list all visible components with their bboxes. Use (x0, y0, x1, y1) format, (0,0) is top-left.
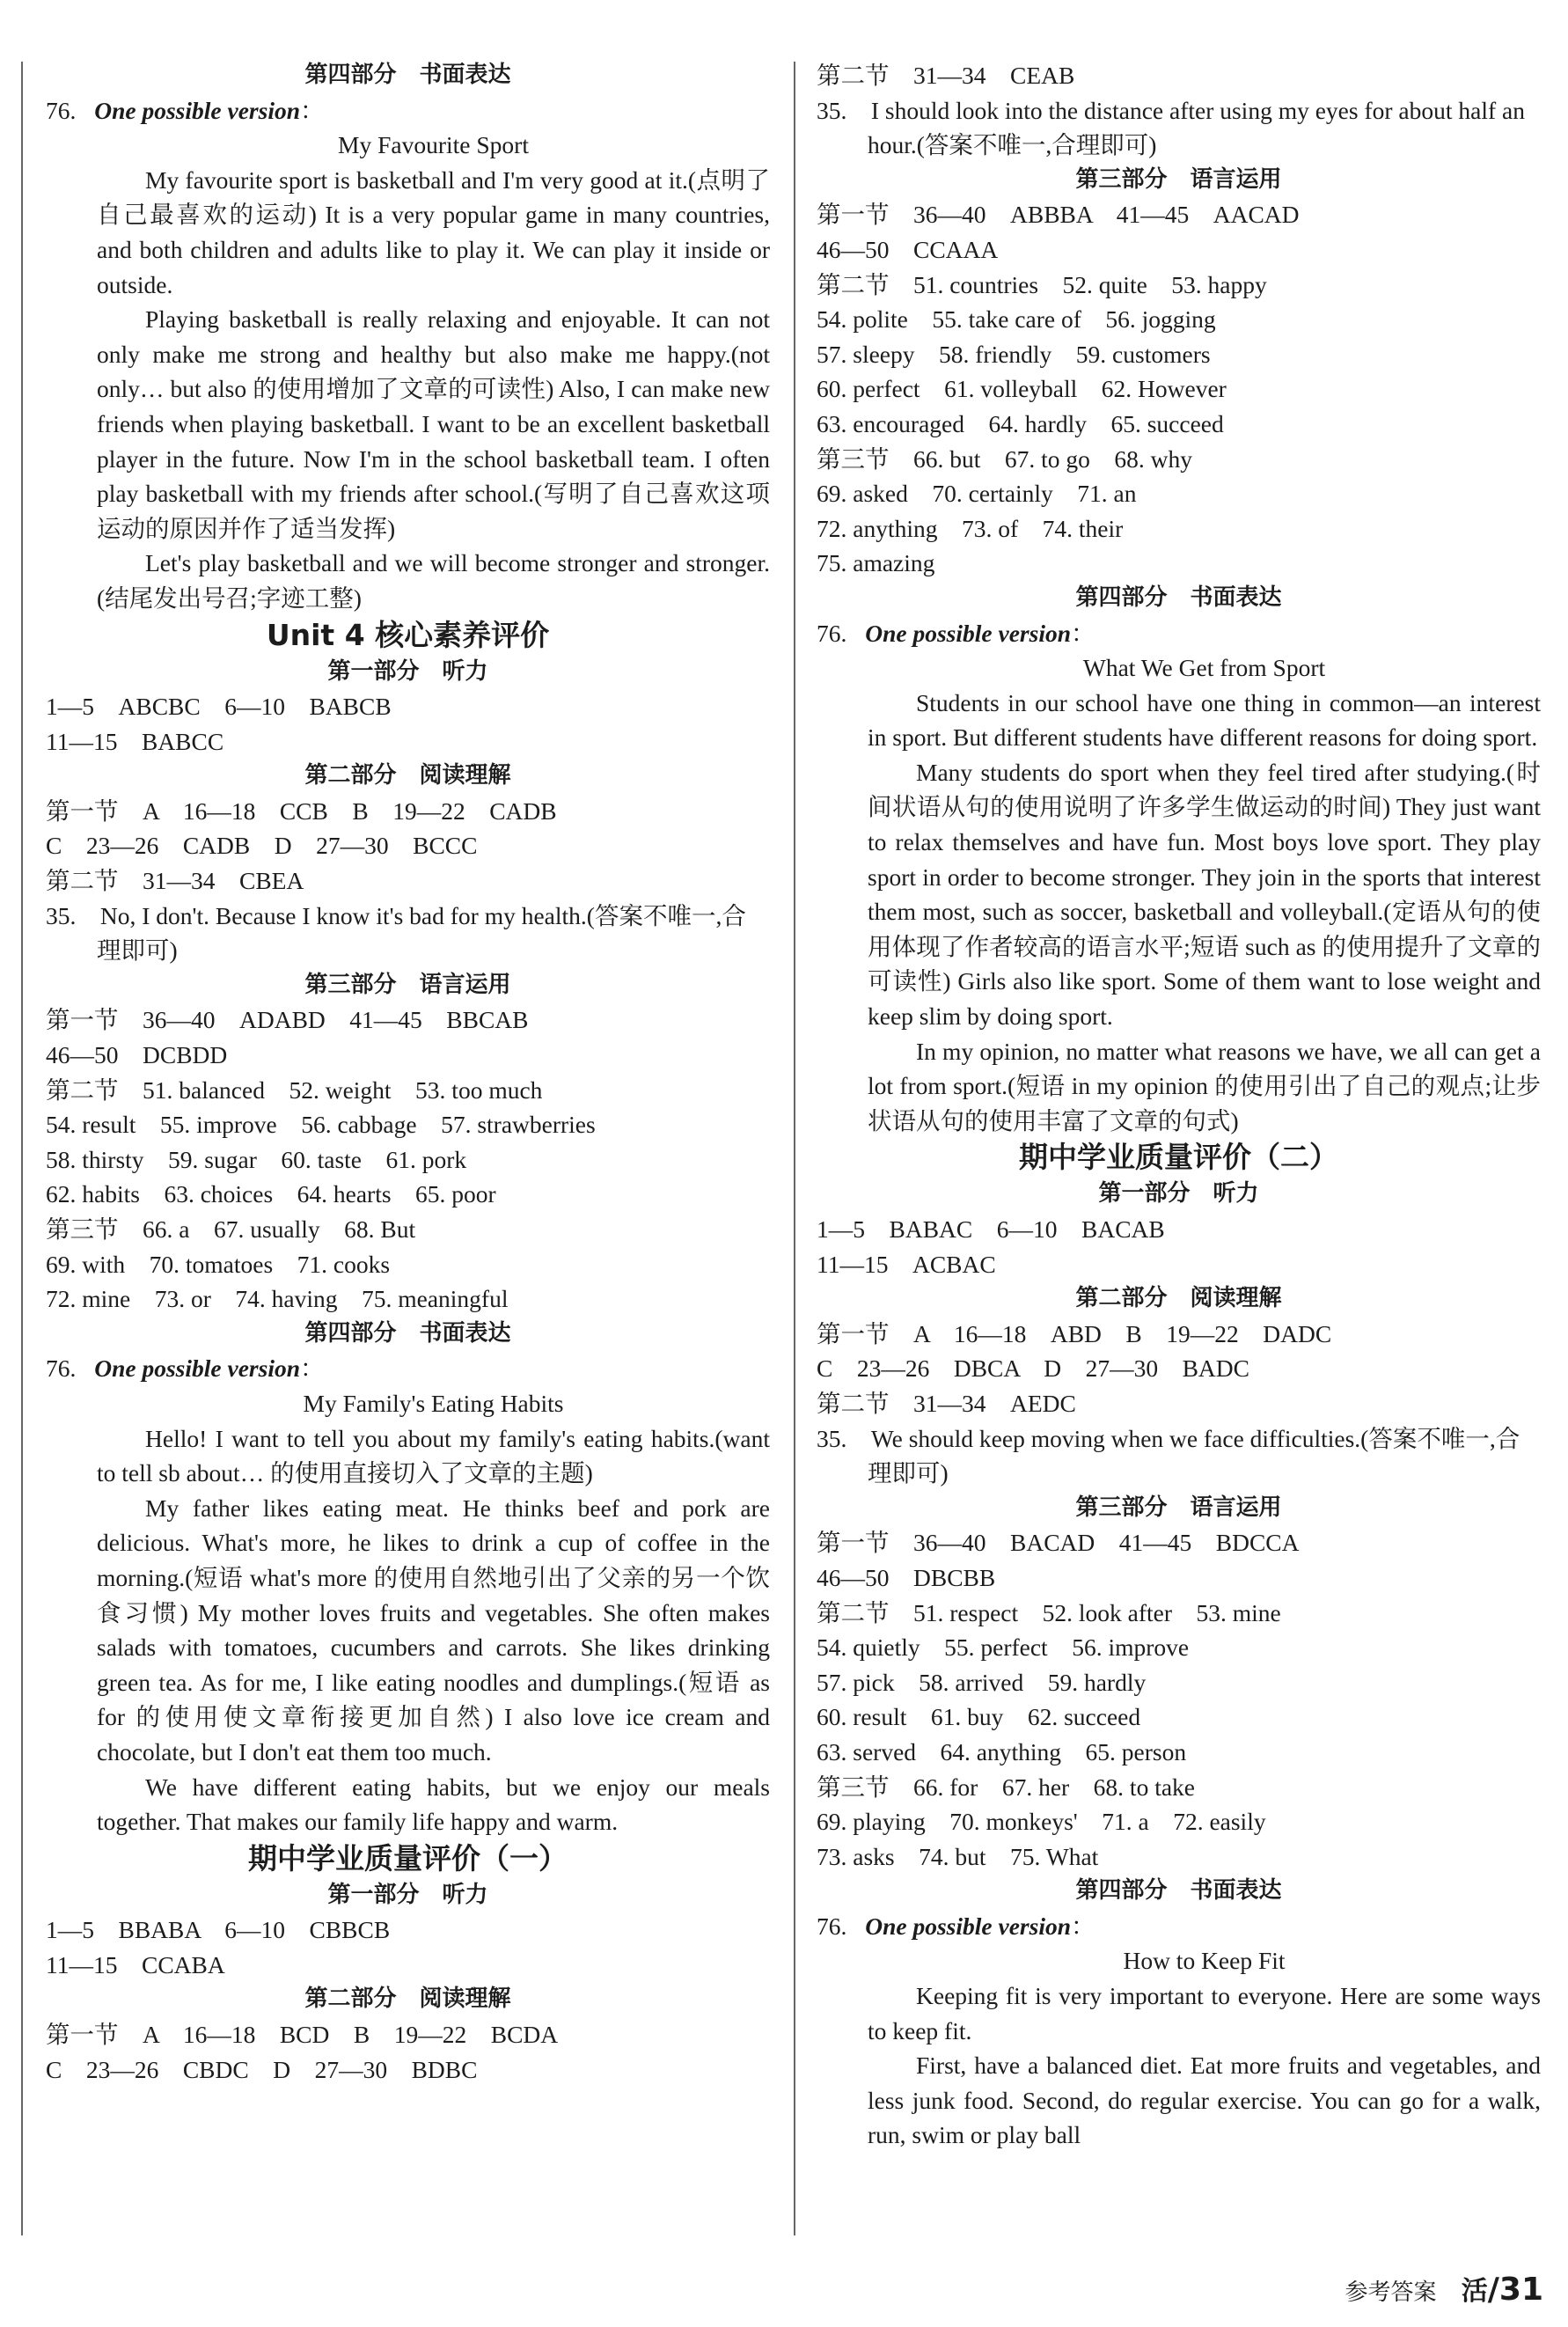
essay-title: How to Keep Fit (1123, 1947, 1286, 1975)
section-heading: 第三部分 语言运用 (304, 971, 511, 998)
version-colon: ： (300, 1354, 325, 1383)
answer-line: 54. result 55. improve 56. cabbage 57. strawberries (46, 1111, 596, 1139)
essay-paragraph: Students in our school have one thing in common—an interest in sport. But different students have different reasons for doing sport. (868, 688, 1541, 752)
answer-line: 69. playing 70. monkeys' 71. a 72. easily (817, 1808, 1266, 1836)
answer-line: 54. polite 55. take care of 56. jogging (817, 305, 1216, 334)
answer-line: 11—15 CCABA (46, 1950, 225, 1978)
answer-line: 第二节 31—34 CEAB (817, 62, 1075, 89)
answer-line: 46—50 DCBDD (46, 1041, 228, 1069)
answer-line: 第二节 31—34 AEDC (817, 1389, 1076, 1417)
answer-line: 11—15 ACBAC (817, 1250, 996, 1278)
essay-4 (817, 1943, 1541, 2153)
question-number: 76. (817, 1912, 847, 1940)
footer-separator: / (1487, 2272, 1499, 2308)
answer-line: 第二节 51. respect 52. look after 53. mine (817, 1598, 1281, 1626)
right-column (817, 58, 1541, 2153)
section-heading: 第一部分 听力 (327, 657, 488, 685)
answer-line: 46—50 DBCBB (817, 1563, 996, 1591)
footer-mark: 活 (1461, 2276, 1488, 2307)
answer-line: C 23—26 CBDC D 27—30 BDBC (46, 2055, 478, 2083)
answer-line: C 23—26 DBCA D 27—30 BADC (817, 1354, 1249, 1383)
left-margin-rule (21, 62, 23, 2235)
essay-3 (817, 650, 1541, 1138)
question-number: 76. (46, 96, 77, 124)
section-heading: 第三部分 语言运用 (1075, 165, 1282, 193)
answer-line: 46—50 CCAAA (817, 235, 999, 263)
answer-line: 62. habits 63. choices 64. hearts 65. poor (46, 1180, 496, 1208)
answer-line: 第一节 A 16—18 BCD B 19—22 BCDA (46, 2021, 559, 2049)
answer-line: 1—5 ABCBC 6—10 BABCB (46, 693, 392, 721)
answer-line: 73. asks 74. but 75. What (817, 1842, 1099, 1870)
essay-paragraph: Let's play basketball and we will become stronger and stronger.(结尾发出号召;字迹工整) (97, 549, 770, 612)
essay-paragraph: Many students do sport when they feel tired after studying.(时间状语从句的使用说明了许多学生做运动的时间) They just want to relax themselves and have fun. Most boys love sport. They play sport in order to become stronger. They join in the sports that interest them most, such as soccer, basketball and volleyball.(定语从句的使用体现了作者较高的语言水平;短语 such as 的使用提升了文章的可读性) Girls also like sport. Some of them want to lose weight and keep slim by doing sport. (868, 758, 1541, 1031)
essay-title: My Family's Eating Habits (303, 1389, 564, 1417)
answer-76-label (817, 616, 1541, 651)
answer-line: 第三节 66. for 67. her 68. to take (817, 1773, 1195, 1801)
unit-title: Unit 4 核心素养评价 (266, 617, 550, 652)
version-label: One possible version (865, 619, 1071, 647)
essay-paragraph: We have different eating habits, but we enjoy our meals together. That makes our family life happy and warm. (97, 1773, 770, 1836)
answer-line: 1—5 BABAC 6—10 BACAB (817, 1215, 1165, 1243)
answer-76-label (46, 1351, 770, 1386)
essay-title: What We Get from Sport (1082, 654, 1326, 682)
answer-line: 第三节 66. but 67. to go 68. why (817, 444, 1193, 473)
version-label: One possible version (94, 96, 300, 124)
answer-line: 57. pick 58. arrived 59. hardly (817, 1668, 1147, 1696)
version-label: One possible version (94, 1354, 300, 1383)
answer-line: 1—5 BBABA 6—10 CBBCB (46, 1916, 391, 1944)
answer-line: 63. encouraged 64. hardly 65. succeed (817, 409, 1224, 437)
essay-2 (46, 1386, 770, 1839)
answer-line: 第一节 A 16—18 ABD B 19—22 DADC (817, 1319, 1332, 1347)
essay-paragraph: My father likes eating meat. He thinks beef and pork are delicious. What's more, he likes to drink a cup of coffee in the morning.(短语 what's more 的使用自然地引出了父亲的另一个饮食习惯) My mother loves fruits and vegetables. She often makes salads with tomatoes, cucumbers and carrots. She likes drinking green tea. As for me, I like eating noodles and dumplings.(短语 as for 的使用使文章衔接更加自然) I also love ice cream and chocolate, but I don't eat them too much. (97, 1494, 770, 1765)
answer-line: 57. sleepy 58. friendly 59. customers (817, 340, 1211, 368)
footer-label: 参考答案 (1345, 2279, 1437, 2306)
version-colon: ： (300, 96, 325, 124)
answer-76-label (46, 93, 770, 128)
essay-title: My Favourite Sport (338, 131, 529, 159)
section-heading: 第二部分 阅读理解 (304, 1986, 511, 2013)
answer-line: 第二节 31—34 CBEA (46, 867, 304, 895)
question-number: 76. (817, 619, 847, 647)
exam-title: 期中学业质量评价（二） (1019, 1140, 1338, 1175)
version-colon: ： (1071, 619, 1095, 647)
answer-line: 72. anything 73. of 74. their (817, 514, 1124, 542)
version-label: One possible version (865, 1912, 1071, 1940)
page-number: 31 (1498, 2272, 1543, 2308)
answer-line: 第一节 36—40 ABBBA 41—45 AACAD (817, 201, 1300, 229)
answer-line: 第一节 A 16—18 CCB B 19—22 CADB (46, 796, 557, 825)
answer-line: 60. result 61. buy 62. succeed (817, 1703, 1141, 1731)
section-heading: 第四部分 书面表达 (1075, 584, 1282, 611)
section-heading: 第三部分 语言运用 (1075, 1494, 1282, 1521)
essay-1 (46, 128, 770, 615)
answer-line: C 23—26 CADB D 27—30 BCCC (46, 832, 478, 860)
answer-line: 69. asked 70. certainly 71. an (817, 480, 1137, 508)
essay-paragraph: First, have a balanced diet. Eat more fruits and vegetables, and less junk food. Second, do regular exercise. You can go for a walk, run, swim or play ball (868, 2052, 1541, 2149)
essay-paragraph: Playing basketball is really relaxing and enjoyable. It can not only make me strong and healthy but also make me happy.(not only… but also 的使用增加了文章的可读性) Also, I can make new friends when playing basketball. I want to be an excellent basketball player in the future. Now I'm in the school basketball team. I often play basketball with my friends after school.(写明了自己喜欢这项运动的原因并作了适当发挥) (97, 305, 770, 542)
answer-line: 第二节 51. countries 52. quite 53. happy (817, 270, 1267, 298)
version-colon: ： (1071, 1912, 1095, 1940)
column-divider (794, 62, 795, 2235)
answer-line: 11—15 BABCC (46, 727, 224, 755)
essay-paragraph: Keeping fit is very important to everyone. Here are some ways to keep fit. (868, 1982, 1541, 2044)
exam-title: 期中学业质量评价（一） (248, 1840, 568, 1876)
essay-paragraph: In my opinion, no matter what reasons we have, we all can get a lot from sport.(短语 in my opinion 的使用引出了自己的观点;让步状语从句的使用丰富了文章的句式) (868, 1037, 1541, 1134)
answer-35: 35. I should look into the distance after using my eyes for about half an hour.(答案不唯一,合理即可) (817, 96, 1525, 159)
answer-line: 第一节 36—40 BACAD 41—45 BDCCA (817, 1529, 1300, 1557)
section-heading: 第一部分 听力 (327, 1881, 488, 1908)
answer-line: 60. perfect 61. volleyball 62. However (817, 375, 1227, 403)
section-heading: 第二部分 阅读理解 (304, 762, 511, 789)
question-number: 76. (46, 1354, 77, 1383)
section-heading: 第四部分 书面表达 (304, 62, 511, 88)
page-footer (1345, 2272, 1543, 2310)
answer-line: 75. amazing (817, 549, 935, 577)
answer-line: 54. quietly 55. perfect 56. improve (817, 1633, 1190, 1662)
answer-35: 35. We should keep moving when we face difficulties.(答案不唯一,合理即可) (817, 1424, 1520, 1487)
answer-line: 72. mine 73. or 74. having 75. meaningful (46, 1285, 509, 1313)
answer-line: 69. with 70. tomatoes 71. cooks (46, 1250, 391, 1278)
essay-paragraph: Hello! I want to tell you about my family's eating habits.(want to tell sb about… 的使用直接切入了文章的主题) (97, 1424, 770, 1487)
section-heading: 第四部分 书面表达 (1075, 1877, 1282, 1905)
essay-paragraph: My favourite sport is basketball and I'm very good at it.(点明了自己最喜欢的运动) It is a very popular game in many countries, and both children and adults like to play it. We can play it inside or outside. (97, 165, 770, 298)
section-heading: 第一部分 听力 (1098, 1180, 1259, 1208)
answer-35: 35. No, I don't. Because I know it's bad for my health.(答案不唯一,合理即可) (46, 901, 746, 965)
answer-line: 58. thirsty 59. sugar 60. taste 61. pork (46, 1145, 467, 1173)
section-heading: 第四部分 书面表达 (304, 1319, 511, 1347)
answer-line: 第三节 66. a 67. usually 68. But (46, 1215, 416, 1243)
answer-line: 第二节 51. balanced 52. weight 53. too much (46, 1075, 543, 1104)
section-heading: 第二部分 阅读理解 (1075, 1285, 1282, 1312)
answer-76-label (817, 1909, 1541, 1944)
answer-line: 第一节 36—40 ADABD 41—45 BBCAB (46, 1006, 529, 1034)
answer-line: 63. served 64. anything 65. person (817, 1737, 1187, 1765)
left-column (46, 58, 770, 2087)
